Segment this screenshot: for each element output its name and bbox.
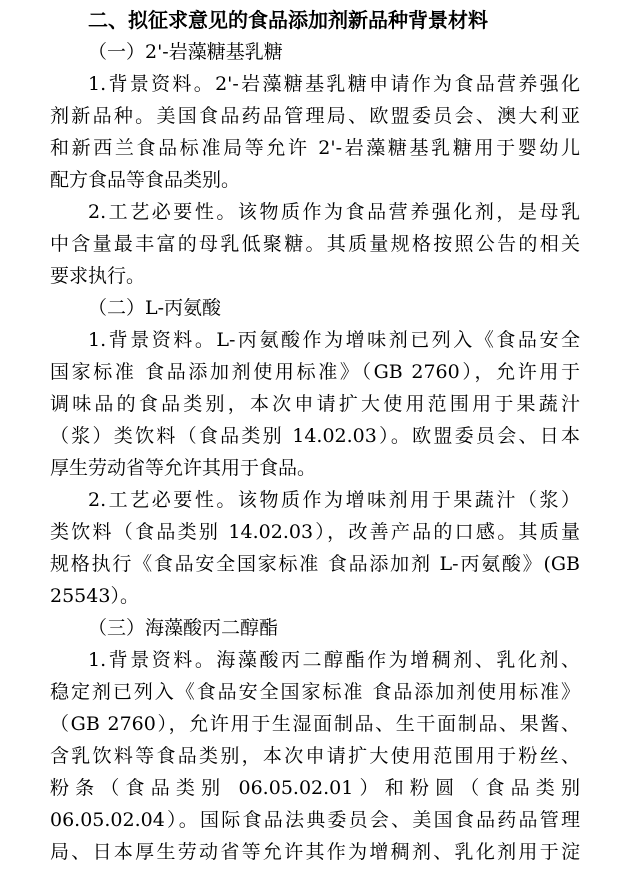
paragraph-line: 2.工艺必要性。该物质作为食品营养强化剂，是母乳: [88, 201, 580, 223]
paragraph-line: 稳定剂已列入《食品安全国家标准 食品添加剂使用标准》: [50, 681, 580, 703]
paragraph-line: 调味品的食品类别，本次申请扩大使用范围用于果蔬汁: [50, 393, 580, 415]
paragraph-line: 06.05.02.04）。国际食品法典委员会、美国食品药品管理: [50, 809, 580, 831]
paragraph-line: 国家标准 食品添加剂使用标准》（GB 2760），允许用于: [50, 361, 580, 383]
paragraph-line: 2.工艺必要性。该物质作为增味剂用于果蔬汁（浆）: [88, 489, 580, 511]
paragraph-line: 1.背景资料。L-丙氨酸作为增味剂已列入《食品安全: [88, 329, 580, 351]
paragraph-line: 25543）。: [50, 585, 139, 607]
paragraph-line: （浆）类饮料（食品类别 14.02.03）。欧盟委员会、日本: [50, 425, 580, 447]
item-heading-3: （三）海藻酸丙二醇酯: [88, 617, 279, 639]
paragraph-line: 和新西兰食品标准局等允许 2'-岩藻糖基乳糖用于婴幼儿: [50, 137, 580, 159]
paragraph-line: 粉条（食品类别 06.05.02.01）和粉圆（食品类别: [50, 777, 580, 799]
item-heading-2: （二）L-丙氨酸: [88, 297, 222, 319]
paragraph-line: 要求执行。: [50, 265, 146, 287]
paragraph-line: 厚生劳动省等允许其用于食品。: [50, 457, 317, 479]
item-heading-1: （一）2'-岩藻糖基乳糖: [88, 41, 283, 63]
paragraph-line: 配方食品等食品类别。: [50, 169, 241, 191]
paragraph-line: 中含量最丰富的母乳低聚糖。其质量规格按照公告的相关: [50, 233, 580, 255]
paragraph-line: 1.背景资料。2'-岩藻糖基乳糖申请作为食品营养强化: [88, 73, 580, 95]
paragraph-line: 局、日本厚生劳动省等允许其作为增稠剂、乳化剂用于淀: [50, 841, 580, 863]
paragraph-line: （GB 2760），允许用于生湿面制品、生干面制品、果酱、: [50, 713, 580, 735]
section-title: 二、拟征求意见的食品添加剂新品种背景材料: [88, 8, 488, 32]
paragraph-line: 剂新品种。美国食品药品管理局、欧盟委员会、澳大利亚: [50, 105, 580, 127]
paragraph-line: 含乳饮料等食品类别，本次申请扩大使用范围用于粉丝、: [50, 745, 580, 767]
paragraph-line: 类饮料（食品类别 14.02.03），改善产品的口感。其质量: [50, 521, 580, 543]
paragraph-line: 1.背景资料。海藻酸丙二醇酯作为增稠剂、乳化剂、: [88, 649, 580, 671]
paragraph-line: 规格执行《食品安全国家标准 食品添加剂 L-丙氨酸》(GB: [50, 553, 580, 575]
